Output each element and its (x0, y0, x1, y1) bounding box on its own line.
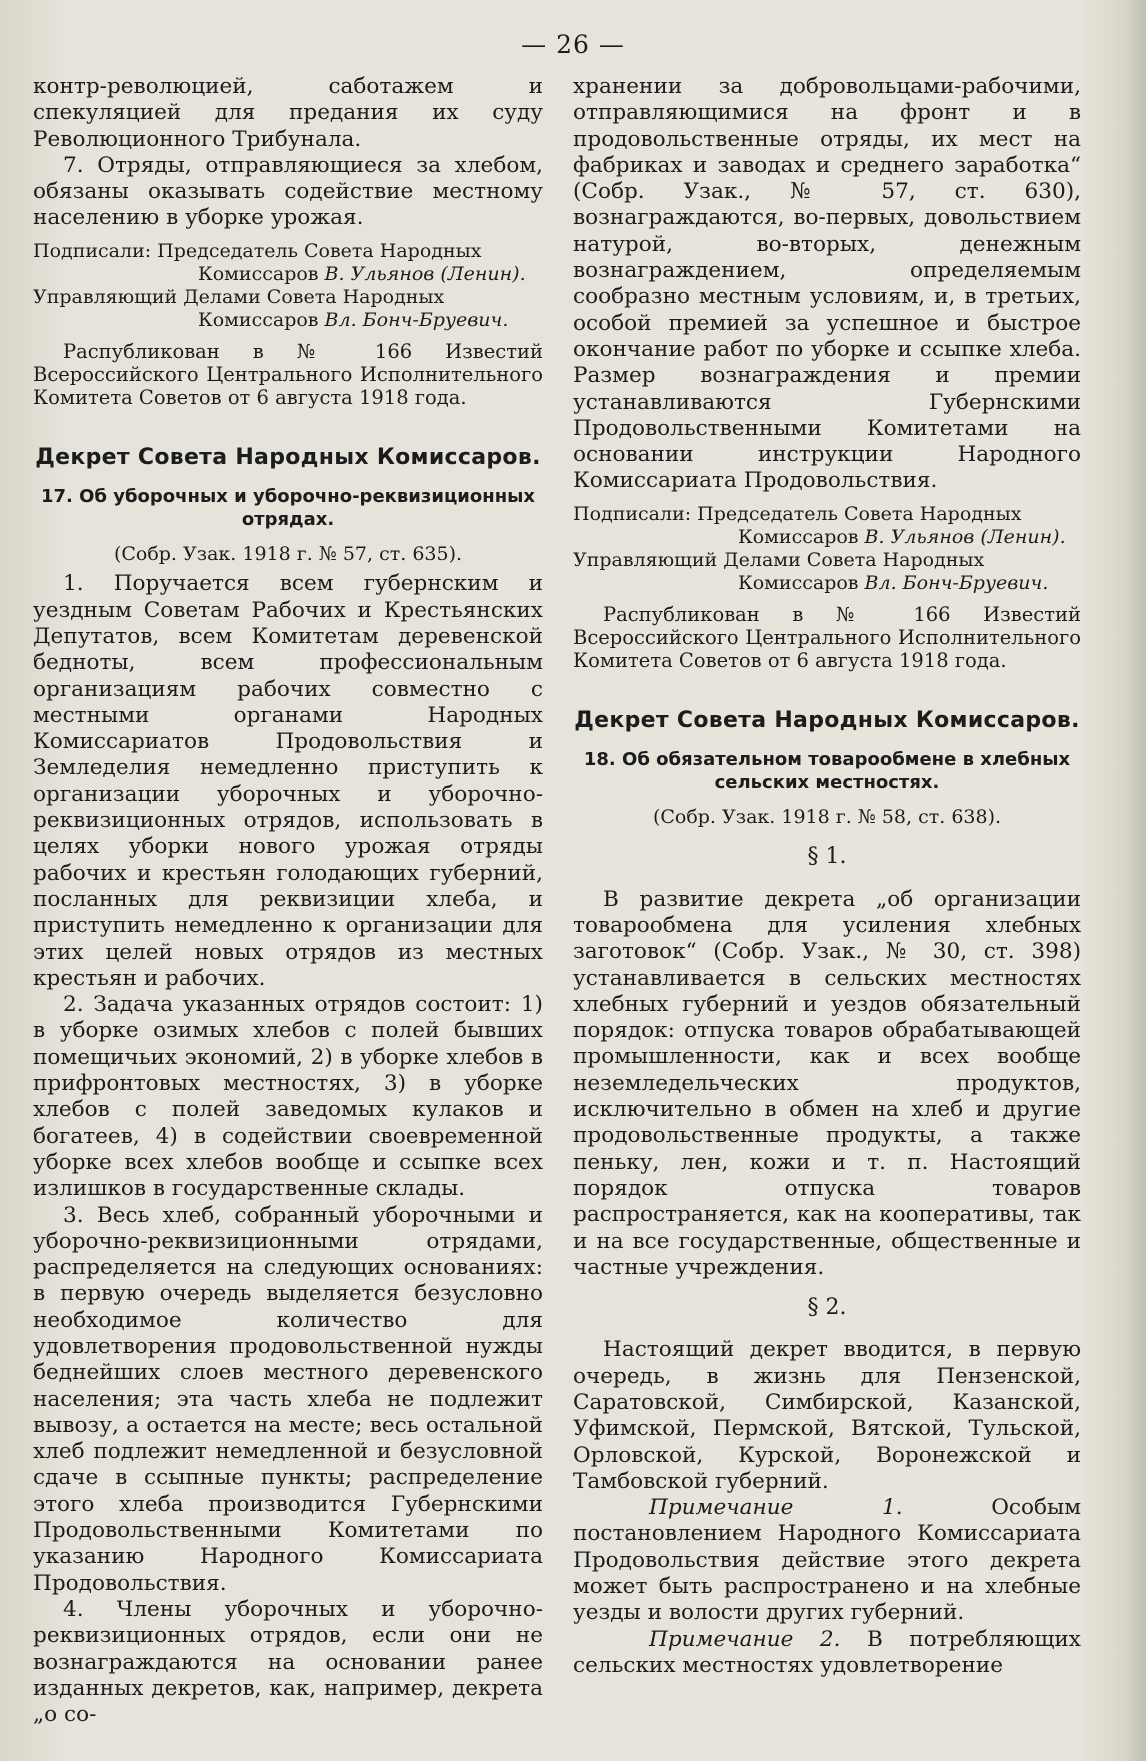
right-column (573, 74, 1081, 1679)
signature-block (33, 240, 543, 332)
item-4: 4. Члены уборочных и уборочно-реквизиционных отрядов, если они не вознаграждаются на основании ранее изданных декретов, как, например, декрета „о со- (33, 1596, 543, 1728)
signature-line: Управляющий Делами Совета Народных (33, 285, 445, 308)
decree-heading: Декрет Совета Народных Комиссаров. (574, 707, 1080, 733)
publication-note: Распубликован в № 166 Известий Всероссийского Центрального Исполнительного Комитета Советов от 6 августа 1918 года. (33, 339, 543, 409)
decree-title: 18. Об обязательном товарообмене в хлебных сельских местностях. (583, 749, 1071, 794)
section-sign: § 1. (807, 844, 847, 870)
signature-line: Комиссаров Вл. Бонч-Бруевич. (738, 571, 1049, 594)
item-1: 1. Поручается всем губернским и уездным Советам Рабочих и Крестьянских Депутатов, всем Комитетам деревенской бедноты, всем профессиональным организациям рабочих совместно с местными органами Народных Комиссариатов Продовольствия и Земледелия немедленно приступить к организации уборочных и уборочно-реквизиционных отрядов, использовать в целях уборки нового урожая отряды рабочих и крестьян голодающих губерний, посланных для реквизиции хлеба, и приступить немедленно к организации для этих целей новых отрядов из местных крестьян и рабочих. (33, 571, 543, 991)
note-2: Примечание 2. В потребляющих сельских местностях удовлетворение (573, 1626, 1081, 1678)
continued-paragraph: контр-революцией, саботажем и спекуляцией для предания их суду Революционного Трибунала. (33, 74, 543, 152)
item-2: 2. Задача указанных отрядов состоит: 1) в уборке озимых хлебов с полей бывших помещичьих экономий, 2) в уборке хлебов в прифронтовых местностях, 3) в уборке хлебов с полей заведомых кулаков и богатеев, 4) в содействии своевременной уборке всех хлебов вообще и ссыпке всех излишков в государственные склады. (33, 992, 543, 1202)
left-column (33, 74, 543, 1728)
signature-block (573, 503, 1081, 595)
continued-paragraph: хранении за добровольцами-рабочими, отправляющимися на фронт и в продовольственные отряды, их мест на фабриках и заводах и среднего заработка“ (Собр. Узак., № 57, ст. 630), вознаграждаются, во-первых, довольствием натурой, во-вторых, денежным вознаграждением, определяемым сообразно местным условиям, и, в третьих, особой премией за успешное и быстрое окончание работ по уборке и ссыпке хлеба. Размер вознаграждения и премии устанавливаются Губернскими Продовольственными Комитетами на основании инструкции Народного Комиссариата Продовольствия. (573, 74, 1081, 494)
signature-line: Подписали: Председатель Совета Народных (33, 239, 482, 262)
section-2-text: Настоящий декрет вводится, в первую очередь, в жизнь для Пензенской, Саратовской, Симбирской, Казанской, Уфимской, Пермской, Вятской, Тульской, Орловской, Курской, Воронежской и Тамбовской губерний. (573, 1337, 1081, 1494)
item-7: 7. Отряды, отправляющиеся за хлебом, обязаны оказывать содействие местному населению в уборке урожая. (33, 152, 543, 231)
note-1: Примечание 1. Особым постановлением Народного Комиссариата Продовольствия действие этого декрета может быть распространено и на хлебные уезды и волости других губерний. (573, 1495, 1081, 1626)
source-reference: (Собр. Узак. 1918 г. № 58, ст. 638). (652, 806, 1002, 829)
page-number: — 26 — (521, 30, 625, 59)
signature-line: Комиссаров В. Ульянов (Ленин). (198, 262, 526, 285)
item-3: 3. Весь хлеб, собранный уборочными и уборочно-реквизиционными отрядами, распределяется на следующих основаниях: в первую очередь выделяется безусловно необходимое количество для удовлетворения продовольственной нужды беднейших слоев местного деревенского населения; эта часть хлеба не подлежит вывозу, а остается на месте; весь остальной хлеб подлежит немедленной и безусловной сдаче в ссыпные пункты; распределение этого хлеба производится Губернскими Продовольственными Комитетами по указанию Народного Комиссариата Продовольствия. (33, 1202, 543, 1596)
publication-note: Распубликован в № 166 Известий Всероссийского Центрального Исполнительного Комитета Советов от 6 августа 1918 года. (573, 602, 1081, 672)
section-1-text: В развитие декрета „об организации товарообмена для усиления хлебных заготовок“ (Собр. Узак., № 30, ст. 398) устанавливается в сельских местностях хлебных губерний и уездов обязательный порядок: отпуска товаров обрабатывающей промышленности, как и всех вообще неземледельческих продуктов, исключительно в обмен на хлеб и другие продовольственные продукты, а также пеньку, лен, кожи и т. п. Настоящий порядок отпуска товаров распространяется, как на кооперативы, так и на все государственные, общественные и частные учреждения. (573, 886, 1081, 1280)
signature-line: Комиссаров Вл. Бонч-Бруевич. (198, 308, 509, 331)
signature-line: Комиссаров В. Ульянов (Ленин). (738, 525, 1066, 548)
decree-heading: Декрет Совета Народных Комиссаров. (35, 444, 541, 470)
decree-title: 17. Об уборочных и уборочно-реквизиционных отрядах. (40, 486, 536, 531)
page-edge-shadow (1124, 0, 1146, 1761)
source-reference: (Собр. Узак. 1918 г. № 57, ст. 635). (113, 543, 463, 566)
section-sign: § 2. (807, 1295, 847, 1321)
signature-line: Управляющий Делами Совета Народных (573, 548, 985, 571)
signature-line: Подписали: Председатель Совета Народных (573, 502, 1022, 525)
